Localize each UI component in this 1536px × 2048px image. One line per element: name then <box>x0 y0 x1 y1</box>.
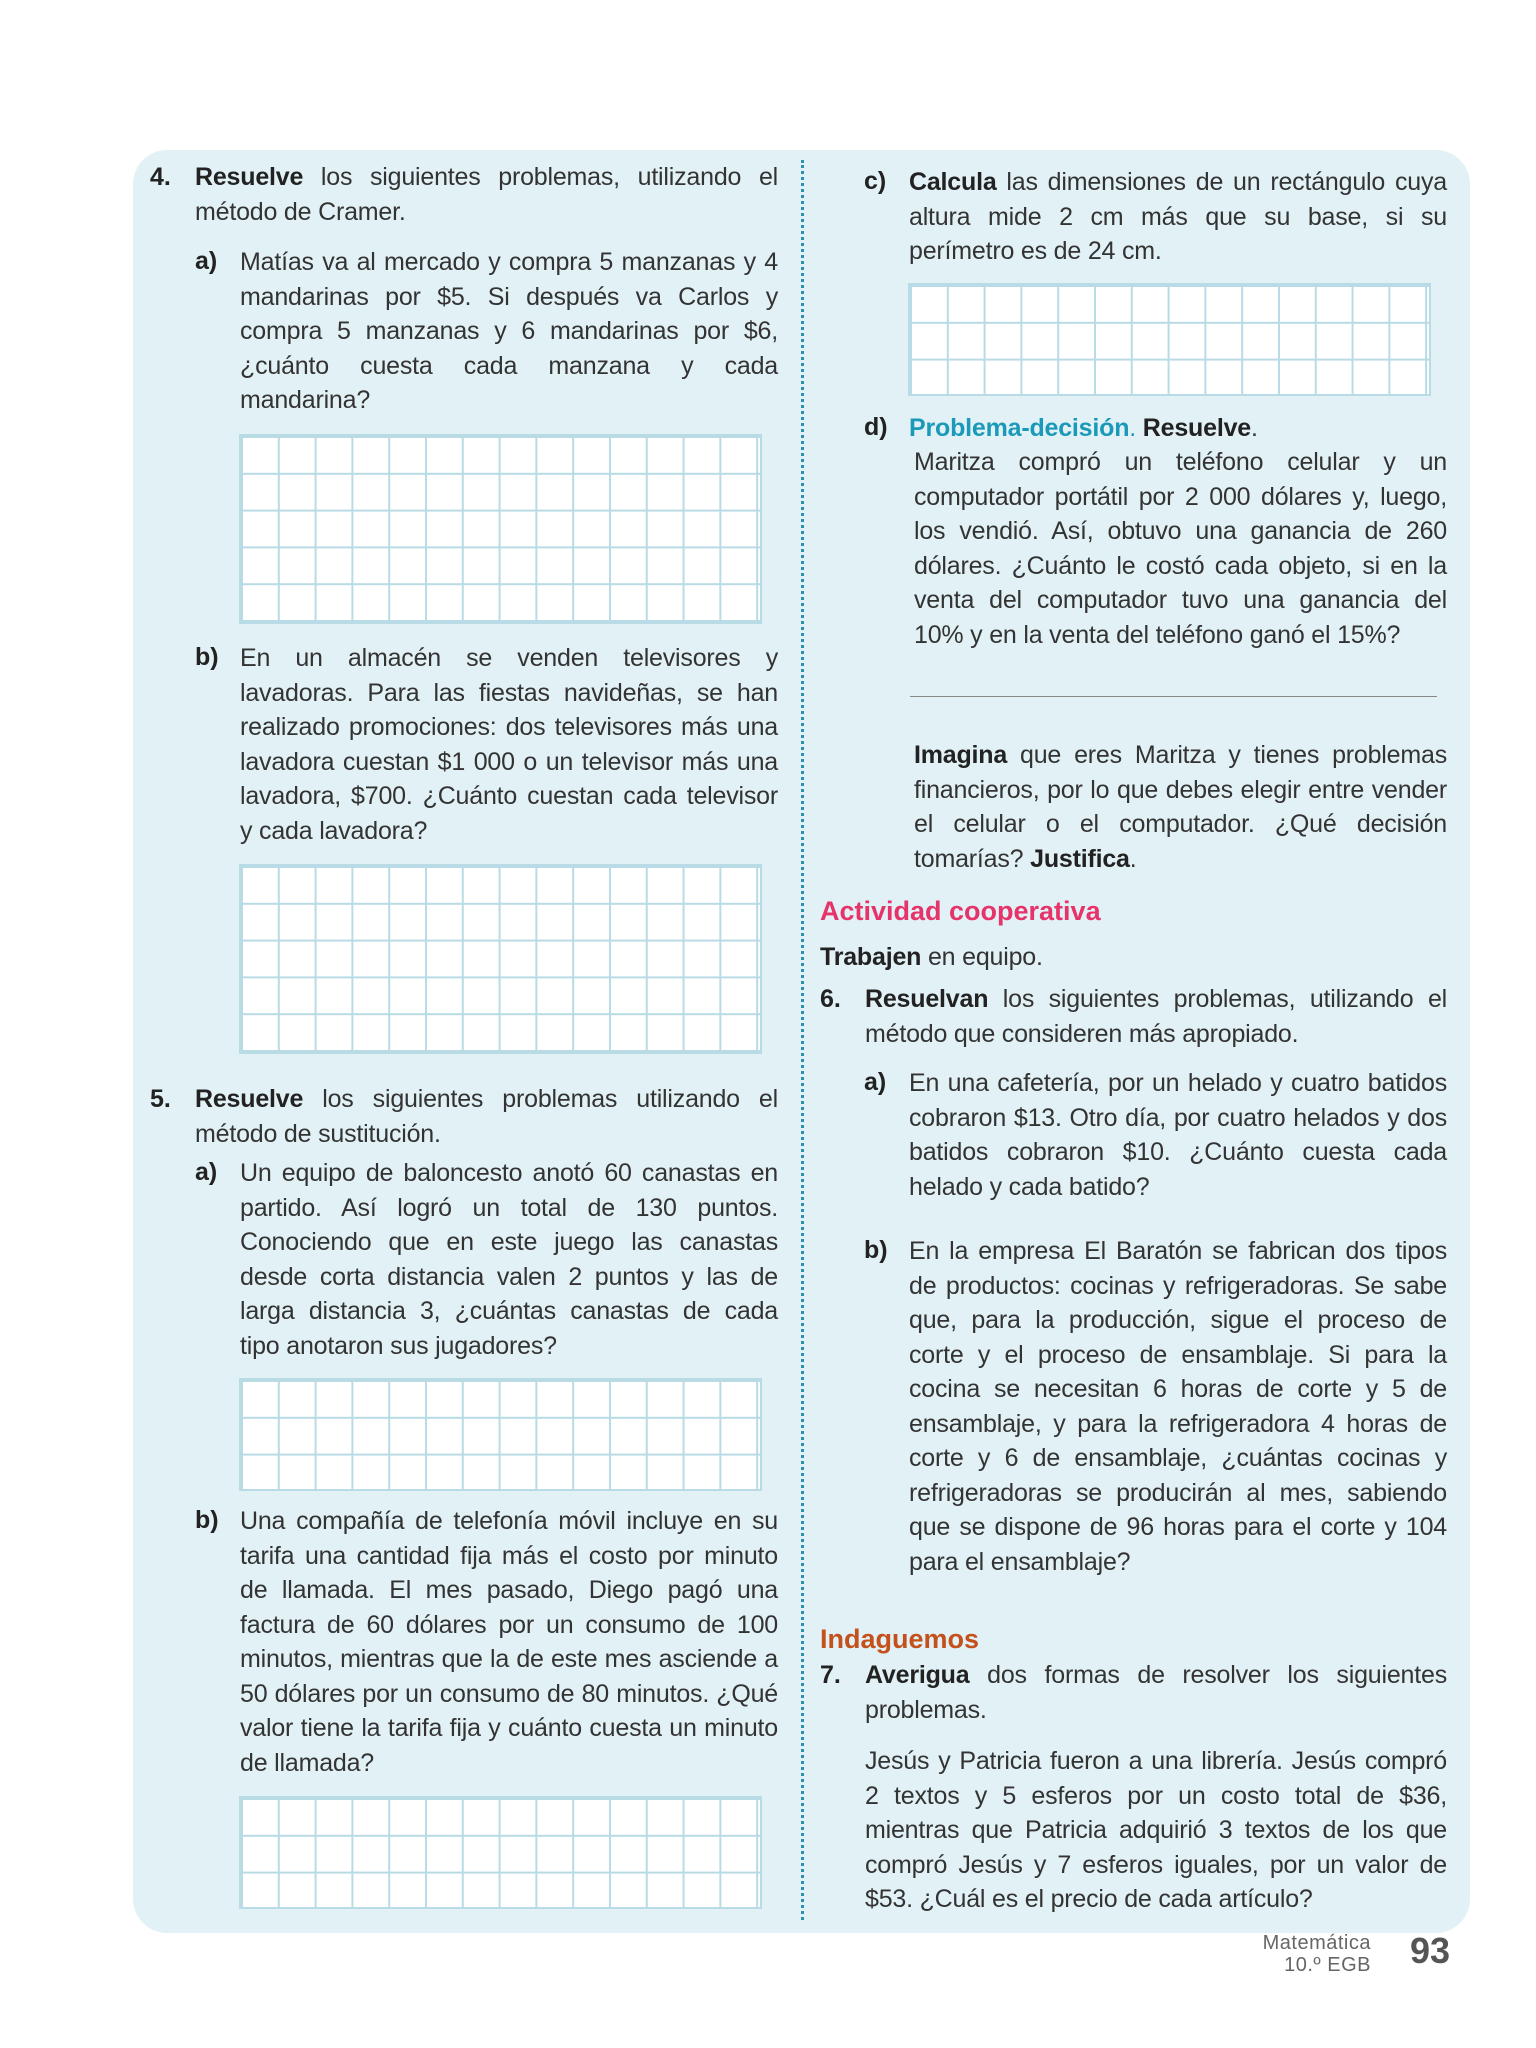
item-label: d) <box>864 413 888 441</box>
problem-4c: Calcula las dimensiones de un rectángulo cuya altura mide 2 cm más que su base, si su perímetro es de 24 cm. <box>909 168 1447 265</box>
answer-grid-5b[interactable] <box>239 1796 762 1909</box>
exercise-intro: Resuelve los siguientes problemas utilizando el método de sustitución. <box>195 1085 778 1148</box>
answer-grid-4c[interactable] <box>908 283 1431 396</box>
cooperative-instruction: Trabajen en equipo. <box>820 943 1043 971</box>
item-label: a) <box>864 1068 887 1096</box>
exercise-intro: Resuelve los siguientes problemas, utilizando el método de Cramer. <box>195 163 778 226</box>
section-title-cooperative: Actividad cooperativa <box>820 896 1101 926</box>
exercise-number: 5. <box>150 1085 171 1113</box>
grade-level: 10.º EGB <box>1284 1954 1371 1976</box>
problem-6a: En una cafetería, por un helado y cuatro batidos cobraron $13. Otro día, por cuatro helados y dos batidos cobraron $10. ¿Cuánto cuesta cada helado y cada batido? <box>909 1069 1447 1201</box>
exercise-number: 4. <box>150 163 171 191</box>
problem-4b: En un almacén se venden televisores y lavadoras. Para las fiestas navideñas, se han realizado promociones: dos televisores más una lavadora cuestan $1 000 o un televisor más una lavadora, $700. ¿Cuánto cuestan cada televisor y cada lavadora? <box>240 644 778 845</box>
answer-line[interactable] <box>910 696 1437 697</box>
problem-6b: En la empresa El Baratón se fabrican dos tipos de productos: cocinas y refrigeradoras. Se sabe que, para la producción, sigue el proceso de corte y el proceso de ensamblaje. Si para la cocina se necesitan 6 horas de corte y 5 de ensamblaje, y para la refrigeradora 4 horas de corte y 6 de ensamblaje, ¿cuántas cocinas y refrigeradoras se producirán al mes, sabiendo que se dispone de 96 horas para el corte y 104 para el ensamblaje? <box>909 1237 1447 1576</box>
answer-grid-4b[interactable] <box>239 864 762 1054</box>
item-label: b) <box>864 1236 888 1264</box>
page-number: 93 <box>1410 1930 1451 1971</box>
answer-grid-4a[interactable] <box>239 434 762 624</box>
item-label: a) <box>195 1158 218 1186</box>
item-label: c) <box>864 167 887 195</box>
problem-4a: Matías va al mercado y compra 5 manzanas y 4 mandarinas por $5. Si después va Carlos y compra 5 manzanas y 6 mandarinas por $6, ¿cuánto cuesta cada manzana y cada mandarina? <box>240 248 778 414</box>
exercise-number: 7. <box>820 1661 841 1689</box>
column-divider <box>801 160 804 1920</box>
answer-grid-5a[interactable] <box>239 1378 762 1491</box>
exercise-intro: Averigua dos formas de resolver los siguientes problemas. <box>865 1661 1447 1724</box>
item-label: a) <box>195 247 218 275</box>
problem-5b: Una compañía de telefonía móvil incluye en su tarifa una cantidad fija más el costo por minuto de llamada. El mes pasado, Diego pagó una factura de 60 dólares por un consumo de 100 minutos, mientras que la de este mes asciende a 50 dólares por un consumo de 80 minutos. ¿Qué valor tiene la tarifa fija y cuánto cuesta un minuto de llamada? <box>240 1507 778 1777</box>
item-label: b) <box>195 643 219 671</box>
exercise-number: 6. <box>820 985 841 1013</box>
item-label: b) <box>195 1506 219 1534</box>
subject-name: Matemática <box>1262 1932 1371 1954</box>
problem-4d-imagine: Imagina que eres Maritza y tienes problemas financieros, por lo que debes elegir entre vender el celular o el computador. ¿Qué decisión tomarías? Justifica. <box>914 741 1447 873</box>
problem-4d-heading: Problema-decisión. Resuelve. <box>909 414 1258 442</box>
exercise-intro: Resuelvan los siguientes problemas, utilizando el método que consideren más apropiado. <box>865 985 1447 1048</box>
problem-7: Jesús y Patricia fueron a una librería. Jesús compró 2 textos y 5 esferos por un costo total de $36, mientras que Patricia adquirió 3 textos de los que compró Jesús y 7 esferos iguales, por un valor de $53. ¿Cuál es el precio de cada artículo? <box>865 1747 1447 1913</box>
footer-subject <box>1263 1932 1371 1976</box>
problem-5a: Un equipo de baloncesto anotó 60 canastas en partido. Así logró un total de 130 puntos. Conociendo que en este juego las canastas desde corta distancia valen 2 puntos y las de larga distancia 3, ¿cuántas canastas de cada tipo anotaron sus jugadores? <box>240 1159 778 1360</box>
section-title-inquiry: Indaguemos <box>820 1624 980 1654</box>
problem-4d: Maritza compró un teléfono celular y un computador portátil por 2 000 dólares y, luego, los vendió. Así, obtuvo una ganancia de 260 dólares. ¿Cuánto le costó cada objeto, si en la venta del computador tuvo una ganancia del 10% y en la venta del teléfono ganó el 15%? <box>914 448 1447 649</box>
